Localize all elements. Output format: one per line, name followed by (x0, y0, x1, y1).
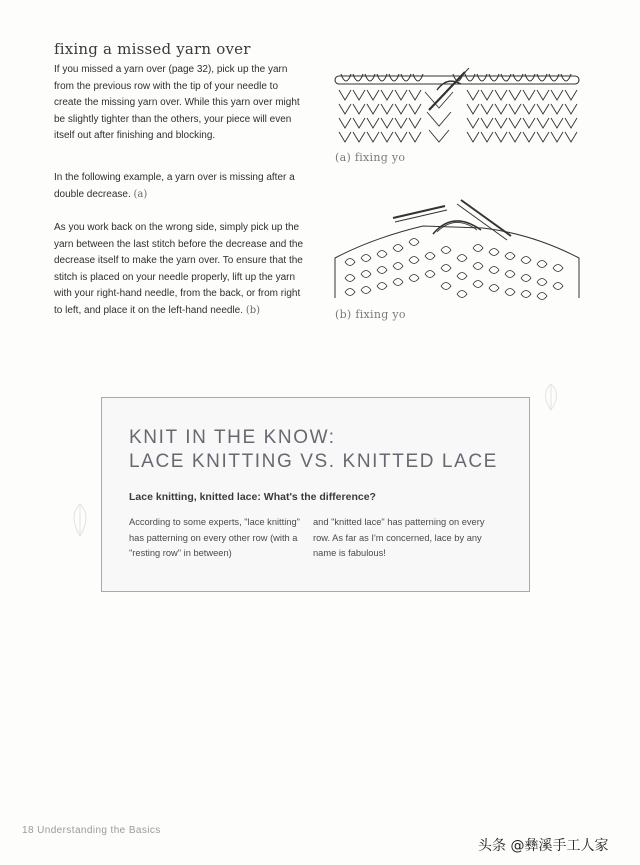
chapter-title: Understanding the Basics (37, 825, 161, 836)
leaf-ornament-icon (536, 382, 566, 412)
paragraph-example-text: In the following example, a yarn over is missing after a double decrease. (54, 172, 295, 200)
figure-b-illustration (333, 198, 583, 306)
sidebar-column-1: According to some experts, "lace knitting" has patterning on every other row (with a "resting row" in between) (129, 517, 300, 558)
paragraph-missed-yarn-over: If you missed a yarn over (page 32), pick up the yarn from the previous row with the tip of your needle to create the missing yarn over. While this yarn over might be slightly tighter than the others, your piece will even itself out after finishing and blocking. (54, 64, 300, 142)
paragraph-wrong-side-text: As you work back on the wrong side, simply pick up the yarn between the last stitch before the decrease and the decrease itself to make the yarn over. To ensure that the stitch is placed on your needle properly, lift up the yarn with your right-hand needle, from the back, or from right to left, and place it on the left-hand needle. (54, 222, 304, 316)
sidebar-heading-line2: LACE KNITTING VS. KNITTED LACE (129, 451, 498, 472)
paragraph-example (54, 170, 304, 203)
sidebar-column-2: and "knitted lace" has patterning on every row. As far as I'm concerned, lace by any name is fabulous! (313, 517, 485, 558)
section-title: fixing a missed yarn over (54, 40, 251, 58)
sidebar-subtitle: Lace knitting, knitted lace: What's the difference? (129, 491, 376, 503)
figure-a-caption: (a) fixing yo (335, 151, 406, 164)
sidebar-heading (129, 426, 498, 474)
figure-a-illustration (333, 68, 583, 152)
figure-ref-b: (b) (245, 304, 261, 316)
figure-ref-a: (a) (133, 188, 148, 200)
page-number: 18 (22, 825, 34, 836)
knit-in-the-know-sidebar (101, 397, 530, 592)
page-footer (22, 825, 161, 836)
sidebar-heading-line1: KNIT IN THE KNOW: (129, 427, 336, 448)
leaf-ornament-icon (60, 500, 100, 540)
watermark: 头条 @彝溪手工人家 (478, 838, 609, 854)
figure-b-caption: (b) fixing yo (335, 308, 406, 321)
paragraph-wrong-side (54, 220, 304, 320)
